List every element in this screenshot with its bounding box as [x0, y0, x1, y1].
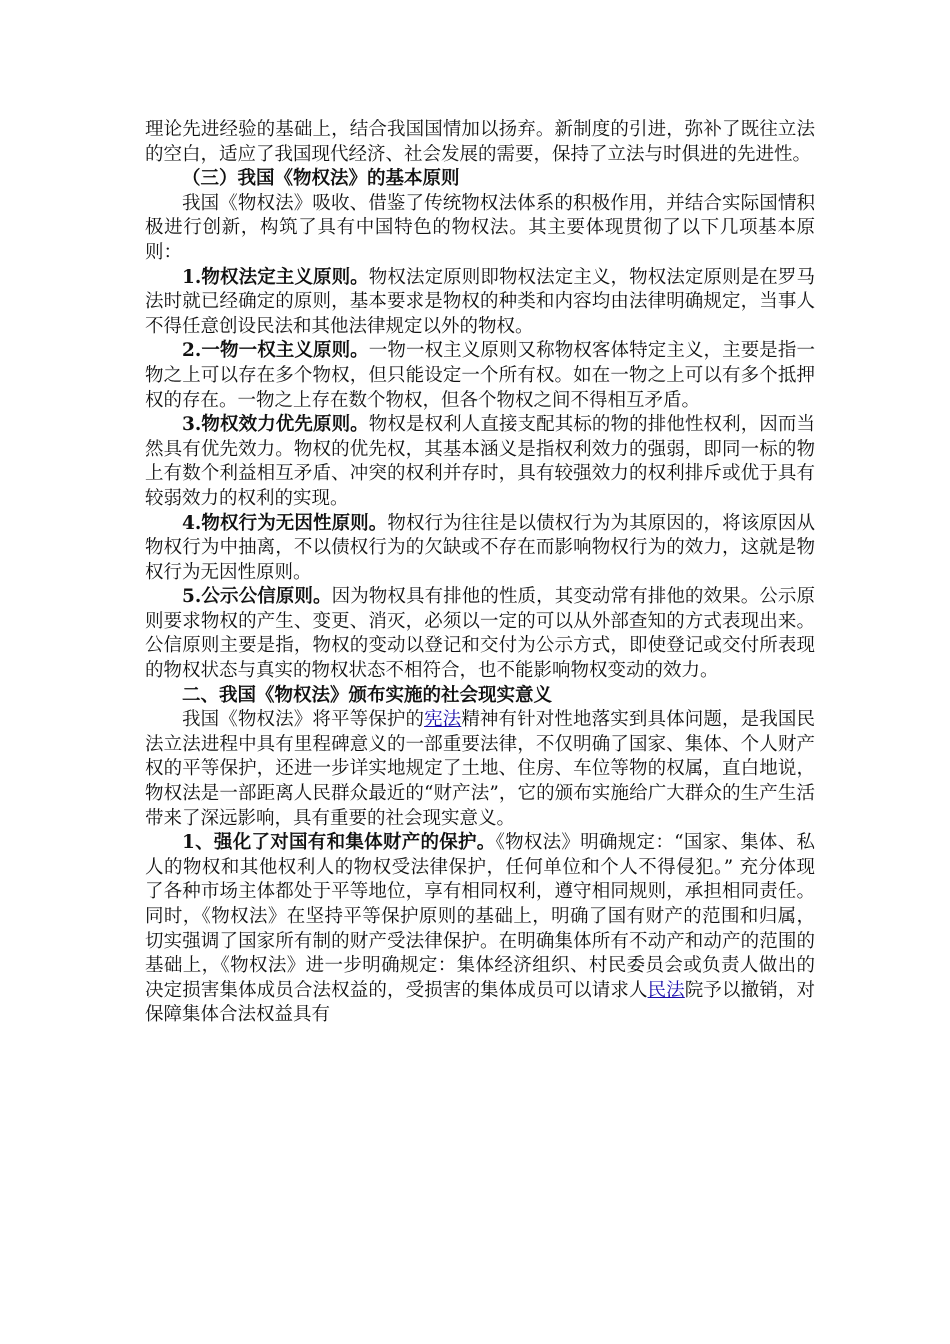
significance-point-1-text-a: 《物权法》明确规定：“国家、集体、私人的物权和其他权利人的物权受法律保护，任何单位和个人不得侵犯。” 充分体现了各种市场主体都处于平等地位，享有相同权利，遵守相同规则，承担相同责任。同时，《物权法》在坚持平等保护原则的基础上，明确了国有财产的范围和归属，切实强调了国家所有制的财产受法律保护。在明确集体所有不动产和动产的范围的基础上，《物权法》进一步明确规定：集体经济组织、村民委员会或负责人做出的决定损害集体成员合法权益的，受损害的集体成员可以请求人: [145, 832, 815, 1001]
civil-law-link[interactable]: 民法: [647, 979, 685, 1001]
principles-intro-paragraph: 我国《物权法》吸收、借鉴了传统物权法体系的积极作用，并结合实际国情积极进行创新，构筑了具有中国特色的物权法。其主要体现贯彻了以下几项基本原则：: [145, 192, 815, 263]
principle-paragraph-4: [145, 512, 815, 586]
significance-text-a: 我国《物权法》将平等保护的: [182, 709, 425, 731]
principle-paragraph-1: [145, 266, 815, 340]
principle-paragraph-5: [145, 585, 815, 683]
constitution-link[interactable]: 宪法: [424, 709, 462, 731]
significance-text-b: 精神有针对性地落实到具体问题，是我国民法立法进程中具有里程碑意义的一部重要法律，不仅明确了国家、集体、个人财产权的平等保护，还进一步详实地规定了土地、住房、车位等物的权属，直白地说，物权法是一部距离人民群众最近的“财产法”，它的颁布实施给广大群众的生产生活带来了深远影响，具有重要的社会现实意义。: [145, 709, 815, 829]
intro-paragraph: 理论先进经验的基础上，结合我国国情加以扬弃。新制度的引进，弥补了既往立法的空白，适应了我国现代经济、社会发展的需要，保持了立法与时俱进的先进性。: [145, 119, 815, 165]
principle-title-3: 3.物权效力优先原则。: [182, 414, 369, 436]
significance-point-1-text-b: 院予以撤销，对保障集体合法权益具有: [145, 979, 815, 1026]
principle-body-4: 物权行为往往是以债权行为为其原因的，将该原因从物权行为中抽离，不以债权行为的欠缺或不存在而影响物权行为的效力，这就是物权行为无因性原则。: [145, 512, 815, 583]
significance-intro-paragraph: [145, 708, 815, 831]
section-heading-significance: 二、我国《物权法》颁布实施的社会现实意义: [182, 684, 553, 706]
principle-body-5: 因为物权具有排他的性质，其变动常有排他的效果。公示原则要求物权的产生、变更、消灭，必须以一定的可以从外部查知的方式表现出来。公信原则主要是指，物权的变动以登记和交付为公示方式，即使登记或交付所表现的物权状态与真实的物权状态不相符合，也不能影响物权变动的效力。: [145, 586, 815, 682]
principle-paragraph-3: [145, 413, 815, 511]
document-page: [145, 118, 815, 1028]
principle-paragraph-2: [145, 339, 815, 413]
principle-title-5: 5.公示公信原则。: [182, 586, 332, 608]
principle-body-1: 物权法定原则即物权法定主义，物权法定原则是在罗马法时就已经确定的原则，基本要求是物权的种类和内容均由法律明确规定，当事人不得任意创设民法和其他法律规定以外的物权。: [145, 266, 815, 337]
significance-point-1-title: 1、强化了对国有和集体财产的保护。: [182, 832, 496, 854]
principle-title-1: 1.物权法定主义原则。: [182, 266, 369, 288]
significance-point-1-paragraph: [145, 831, 815, 1028]
principle-body-3: 物权是权利人直接支配其标的物的排他性权利，因而当然具有优先效力。物权的优先权，其基本涵义是指权利效力的强弱，即同一标的物上有数个利益相互矛盾、冲突的权利并存时，具有较强效力的权利排斥或优于具有较弱效力的权利的实现。: [145, 414, 815, 509]
principle-body-2: 一物一权主义原则又称物权客体特定主义，主要是指一物之上可以存在多个物权，但只能设定一个所有权。如在一物之上可以有多个抵押权的存在。一物之上存在数个物权，但各个物权之间不得相互矛盾。: [145, 340, 815, 411]
section-heading-basic-principles: （三）我国《物权法》的基本原则: [182, 168, 460, 190]
principle-title-2: 2.一物一权主义原则。: [182, 340, 369, 362]
principle-title-4: 4.物权行为无因性原则。: [182, 512, 388, 534]
